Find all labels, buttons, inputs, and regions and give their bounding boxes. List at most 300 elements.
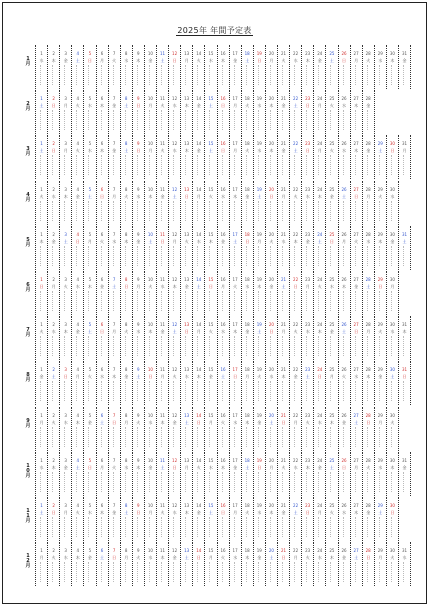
- day-cell[interactable]: [265, 452, 277, 496]
- day-cell[interactable]: [59, 135, 71, 179]
- day-cell[interactable]: [180, 226, 192, 270]
- day-cell[interactable]: [83, 542, 95, 586]
- day-cell[interactable]: [253, 452, 265, 496]
- day-cell[interactable]: [168, 271, 180, 315]
- day-cell[interactable]: [301, 181, 313, 225]
- day-cell[interactable]: [217, 271, 229, 315]
- day-cell[interactable]: [132, 135, 144, 179]
- day-cell[interactable]: [313, 316, 325, 360]
- day-cell[interactable]: [47, 361, 59, 405]
- day-cell[interactable]: [180, 271, 192, 315]
- day-cell[interactable]: [132, 497, 144, 541]
- day-cell[interactable]: [229, 181, 241, 225]
- day-cell[interactable]: [338, 316, 350, 360]
- day-cell[interactable]: [229, 361, 241, 405]
- day-cell[interactable]: [386, 271, 398, 315]
- day-cell[interactable]: [325, 90, 337, 134]
- day-cell[interactable]: [156, 497, 168, 541]
- day-cell[interactable]: [374, 497, 386, 541]
- day-cell[interactable]: [204, 135, 216, 179]
- day-cell[interactable]: [374, 316, 386, 360]
- day-cell[interactable]: [277, 361, 289, 405]
- day-cell[interactable]: [35, 181, 47, 225]
- day-cell[interactable]: [83, 407, 95, 451]
- day-cell[interactable]: [120, 45, 132, 89]
- day-cell[interactable]: [108, 135, 120, 179]
- day-cell[interactable]: [35, 90, 47, 134]
- day-cell[interactable]: [217, 90, 229, 134]
- day-cell[interactable]: [108, 452, 120, 496]
- day-cell[interactable]: [253, 316, 265, 360]
- day-cell[interactable]: [277, 45, 289, 89]
- day-cell[interactable]: [289, 542, 301, 586]
- day-cell[interactable]: [132, 316, 144, 360]
- day-cell[interactable]: [108, 407, 120, 451]
- day-cell[interactable]: [144, 361, 156, 405]
- day-cell[interactable]: [120, 542, 132, 586]
- day-cell[interactable]: [168, 90, 180, 134]
- day-cell[interactable]: [96, 181, 108, 225]
- day-cell[interactable]: [168, 542, 180, 586]
- day-cell[interactable]: [108, 90, 120, 134]
- day-cell[interactable]: [156, 45, 168, 89]
- day-cell[interactable]: [108, 361, 120, 405]
- day-cell[interactable]: [168, 45, 180, 89]
- day-cell[interactable]: [362, 226, 374, 270]
- day-cell[interactable]: [132, 407, 144, 451]
- day-cell[interactable]: [71, 452, 83, 496]
- day-cell[interactable]: [180, 407, 192, 451]
- day-cell[interactable]: [350, 135, 362, 179]
- day-cell[interactable]: [108, 316, 120, 360]
- day-cell[interactable]: [192, 542, 204, 586]
- day-cell[interactable]: [374, 361, 386, 405]
- day-cell[interactable]: [313, 90, 325, 134]
- day-cell[interactable]: [253, 542, 265, 586]
- day-cell[interactable]: [217, 497, 229, 541]
- day-cell[interactable]: [301, 90, 313, 134]
- day-cell[interactable]: [144, 135, 156, 179]
- day-cell[interactable]: [374, 45, 386, 89]
- day-cell[interactable]: [386, 542, 398, 586]
- day-cell[interactable]: [217, 542, 229, 586]
- day-cell[interactable]: [229, 316, 241, 360]
- day-cell[interactable]: [180, 90, 192, 134]
- day-cell[interactable]: [168, 407, 180, 451]
- day-cell[interactable]: [277, 497, 289, 541]
- day-cell[interactable]: [156, 316, 168, 360]
- day-cell[interactable]: [265, 226, 277, 270]
- day-cell[interactable]: [192, 90, 204, 134]
- day-cell[interactable]: [35, 497, 47, 541]
- day-cell[interactable]: [71, 135, 83, 179]
- day-cell[interactable]: [35, 135, 47, 179]
- day-cell[interactable]: [192, 181, 204, 225]
- day-cell[interactable]: [59, 181, 71, 225]
- day-cell[interactable]: [325, 135, 337, 179]
- day-cell[interactable]: [108, 271, 120, 315]
- day-cell[interactable]: [83, 361, 95, 405]
- day-cell[interactable]: [120, 407, 132, 451]
- day-cell[interactable]: [47, 497, 59, 541]
- day-cell[interactable]: [59, 316, 71, 360]
- day-cell[interactable]: [289, 452, 301, 496]
- day-cell[interactable]: [350, 45, 362, 89]
- day-cell[interactable]: [277, 316, 289, 360]
- day-cell[interactable]: [71, 497, 83, 541]
- day-cell[interactable]: [83, 271, 95, 315]
- day-cell[interactable]: [83, 226, 95, 270]
- day-cell[interactable]: [108, 181, 120, 225]
- day-cell[interactable]: [253, 271, 265, 315]
- day-cell[interactable]: [398, 135, 410, 179]
- day-cell[interactable]: [144, 407, 156, 451]
- day-cell[interactable]: [192, 135, 204, 179]
- day-cell[interactable]: [204, 226, 216, 270]
- day-cell[interactable]: [180, 452, 192, 496]
- day-cell[interactable]: [241, 45, 253, 89]
- day-cell[interactable]: [35, 45, 47, 89]
- day-cell[interactable]: [313, 452, 325, 496]
- day-cell[interactable]: [374, 135, 386, 179]
- day-cell[interactable]: [156, 226, 168, 270]
- day-cell[interactable]: [325, 45, 337, 89]
- day-cell[interactable]: [47, 45, 59, 89]
- day-cell[interactable]: [217, 316, 229, 360]
- day-cell[interactable]: [277, 90, 289, 134]
- day-cell[interactable]: [71, 407, 83, 451]
- day-cell[interactable]: [241, 452, 253, 496]
- day-cell[interactable]: [338, 542, 350, 586]
- day-cell[interactable]: [71, 316, 83, 360]
- day-cell[interactable]: [229, 542, 241, 586]
- day-cell[interactable]: [35, 316, 47, 360]
- day-cell[interactable]: [362, 361, 374, 405]
- day-cell[interactable]: [168, 181, 180, 225]
- day-cell[interactable]: [156, 407, 168, 451]
- day-cell[interactable]: [374, 181, 386, 225]
- day-cell[interactable]: [47, 542, 59, 586]
- day-cell[interactable]: [83, 135, 95, 179]
- day-cell[interactable]: [362, 181, 374, 225]
- day-cell[interactable]: [71, 90, 83, 134]
- day-cell[interactable]: [313, 542, 325, 586]
- day-cell[interactable]: [35, 452, 47, 496]
- day-cell[interactable]: [289, 316, 301, 360]
- day-cell[interactable]: [350, 452, 362, 496]
- day-cell[interactable]: [217, 181, 229, 225]
- day-cell[interactable]: [47, 452, 59, 496]
- day-cell[interactable]: [108, 45, 120, 89]
- day-cell[interactable]: [156, 542, 168, 586]
- day-cell[interactable]: [168, 361, 180, 405]
- day-cell[interactable]: [204, 407, 216, 451]
- day-cell[interactable]: [350, 316, 362, 360]
- day-cell[interactable]: [301, 45, 313, 89]
- day-cell[interactable]: [180, 361, 192, 405]
- day-cell[interactable]: [350, 271, 362, 315]
- day-cell[interactable]: [144, 316, 156, 360]
- day-cell[interactable]: [132, 271, 144, 315]
- day-cell[interactable]: [120, 316, 132, 360]
- day-cell[interactable]: [338, 181, 350, 225]
- day-cell[interactable]: [350, 407, 362, 451]
- day-cell[interactable]: [204, 181, 216, 225]
- day-cell[interactable]: [35, 271, 47, 315]
- day-cell[interactable]: [325, 181, 337, 225]
- day-cell[interactable]: [83, 497, 95, 541]
- day-cell[interactable]: [265, 361, 277, 405]
- day-cell[interactable]: [350, 181, 362, 225]
- day-cell[interactable]: [168, 135, 180, 179]
- day-cell[interactable]: [386, 452, 398, 496]
- day-cell[interactable]: [96, 226, 108, 270]
- day-cell[interactable]: [144, 45, 156, 89]
- day-cell[interactable]: [338, 90, 350, 134]
- day-cell[interactable]: [120, 90, 132, 134]
- day-cell[interactable]: [120, 452, 132, 496]
- day-cell[interactable]: [386, 407, 398, 451]
- day-cell[interactable]: [253, 90, 265, 134]
- day-cell[interactable]: [180, 181, 192, 225]
- day-cell[interactable]: [229, 45, 241, 89]
- day-cell[interactable]: [265, 90, 277, 134]
- day-cell[interactable]: [71, 361, 83, 405]
- day-cell[interactable]: [241, 542, 253, 586]
- day-cell[interactable]: [35, 226, 47, 270]
- day-cell[interactable]: [374, 407, 386, 451]
- day-cell[interactable]: [374, 271, 386, 315]
- day-cell[interactable]: [386, 497, 398, 541]
- day-cell[interactable]: [362, 542, 374, 586]
- day-cell[interactable]: [96, 316, 108, 360]
- day-cell[interactable]: [59, 271, 71, 315]
- day-cell[interactable]: [253, 226, 265, 270]
- day-cell[interactable]: [47, 316, 59, 360]
- day-cell[interactable]: [144, 452, 156, 496]
- day-cell[interactable]: [289, 361, 301, 405]
- day-cell[interactable]: [301, 542, 313, 586]
- day-cell[interactable]: [362, 90, 374, 134]
- day-cell[interactable]: [144, 181, 156, 225]
- day-cell[interactable]: [374, 452, 386, 496]
- day-cell[interactable]: [338, 497, 350, 541]
- day-cell[interactable]: [83, 90, 95, 134]
- day-cell[interactable]: [313, 45, 325, 89]
- day-cell[interactable]: [253, 407, 265, 451]
- day-cell[interactable]: [301, 226, 313, 270]
- day-cell[interactable]: [241, 497, 253, 541]
- day-cell[interactable]: [241, 181, 253, 225]
- day-cell[interactable]: [59, 407, 71, 451]
- day-cell[interactable]: [47, 407, 59, 451]
- day-cell[interactable]: [350, 542, 362, 586]
- day-cell[interactable]: [289, 407, 301, 451]
- day-cell[interactable]: [289, 271, 301, 315]
- day-cell[interactable]: [362, 452, 374, 496]
- day-cell[interactable]: [96, 271, 108, 315]
- day-cell[interactable]: [192, 226, 204, 270]
- day-cell[interactable]: [277, 271, 289, 315]
- day-cell[interactable]: [132, 542, 144, 586]
- day-cell[interactable]: [217, 452, 229, 496]
- day-cell[interactable]: [362, 135, 374, 179]
- day-cell[interactable]: [313, 135, 325, 179]
- day-cell[interactable]: [132, 361, 144, 405]
- day-cell[interactable]: [168, 497, 180, 541]
- day-cell[interactable]: [301, 271, 313, 315]
- day-cell[interactable]: [180, 316, 192, 360]
- day-cell[interactable]: [241, 271, 253, 315]
- day-cell[interactable]: [204, 45, 216, 89]
- day-cell[interactable]: [217, 407, 229, 451]
- day-cell[interactable]: [374, 226, 386, 270]
- day-cell[interactable]: [180, 45, 192, 89]
- day-cell[interactable]: [192, 271, 204, 315]
- day-cell[interactable]: [71, 45, 83, 89]
- day-cell[interactable]: [338, 226, 350, 270]
- day-cell[interactable]: [156, 135, 168, 179]
- day-cell[interactable]: [132, 452, 144, 496]
- day-cell[interactable]: [180, 135, 192, 179]
- day-cell[interactable]: [277, 226, 289, 270]
- day-cell[interactable]: [338, 407, 350, 451]
- day-cell[interactable]: [362, 497, 374, 541]
- day-cell[interactable]: [265, 45, 277, 89]
- day-cell[interactable]: [325, 361, 337, 405]
- day-cell[interactable]: [241, 316, 253, 360]
- day-cell[interactable]: [338, 135, 350, 179]
- day-cell[interactable]: [325, 542, 337, 586]
- day-cell[interactable]: [59, 45, 71, 89]
- day-cell[interactable]: [35, 361, 47, 405]
- day-cell[interactable]: [217, 135, 229, 179]
- day-cell[interactable]: [217, 226, 229, 270]
- day-cell[interactable]: [265, 135, 277, 179]
- day-cell[interactable]: [338, 452, 350, 496]
- day-cell[interactable]: [350, 361, 362, 405]
- day-cell[interactable]: [241, 407, 253, 451]
- day-cell[interactable]: [132, 45, 144, 89]
- day-cell[interactable]: [398, 45, 410, 89]
- day-cell[interactable]: [120, 361, 132, 405]
- day-cell[interactable]: [229, 271, 241, 315]
- day-cell[interactable]: [325, 497, 337, 541]
- day-cell[interactable]: [301, 135, 313, 179]
- day-cell[interactable]: [277, 135, 289, 179]
- day-cell[interactable]: [204, 542, 216, 586]
- day-cell[interactable]: [192, 497, 204, 541]
- day-cell[interactable]: [59, 542, 71, 586]
- day-cell[interactable]: [168, 316, 180, 360]
- day-cell[interactable]: [168, 452, 180, 496]
- day-cell[interactable]: [338, 271, 350, 315]
- day-cell[interactable]: [325, 452, 337, 496]
- day-cell[interactable]: [156, 271, 168, 315]
- day-cell[interactable]: [47, 226, 59, 270]
- day-cell[interactable]: [289, 226, 301, 270]
- day-cell[interactable]: [156, 361, 168, 405]
- day-cell[interactable]: [156, 452, 168, 496]
- day-cell[interactable]: [313, 407, 325, 451]
- day-cell[interactable]: [204, 361, 216, 405]
- day-cell[interactable]: [398, 452, 410, 496]
- day-cell[interactable]: [59, 226, 71, 270]
- day-cell[interactable]: [313, 271, 325, 315]
- day-cell[interactable]: [386, 181, 398, 225]
- day-cell[interactable]: [253, 45, 265, 89]
- day-cell[interactable]: [362, 316, 374, 360]
- day-cell[interactable]: [192, 45, 204, 89]
- day-cell[interactable]: [350, 90, 362, 134]
- day-cell[interactable]: [47, 90, 59, 134]
- day-cell[interactable]: [59, 497, 71, 541]
- day-cell[interactable]: [132, 226, 144, 270]
- day-cell[interactable]: [386, 226, 398, 270]
- day-cell[interactable]: [229, 135, 241, 179]
- day-cell[interactable]: [313, 361, 325, 405]
- day-cell[interactable]: [277, 407, 289, 451]
- day-cell[interactable]: [217, 45, 229, 89]
- day-cell[interactable]: [338, 45, 350, 89]
- day-cell[interactable]: [96, 361, 108, 405]
- day-cell[interactable]: [71, 181, 83, 225]
- day-cell[interactable]: [313, 497, 325, 541]
- day-cell[interactable]: [35, 542, 47, 586]
- day-cell[interactable]: [386, 45, 398, 89]
- day-cell[interactable]: [156, 90, 168, 134]
- day-cell[interactable]: [59, 452, 71, 496]
- day-cell[interactable]: [108, 542, 120, 586]
- day-cell[interactable]: [325, 271, 337, 315]
- day-cell[interactable]: [241, 361, 253, 405]
- day-cell[interactable]: [289, 497, 301, 541]
- day-cell[interactable]: [144, 90, 156, 134]
- day-cell[interactable]: [338, 361, 350, 405]
- day-cell[interactable]: [253, 135, 265, 179]
- day-cell[interactable]: [59, 90, 71, 134]
- day-cell[interactable]: [265, 542, 277, 586]
- day-cell[interactable]: [180, 497, 192, 541]
- day-cell[interactable]: [192, 452, 204, 496]
- day-cell[interactable]: [96, 497, 108, 541]
- day-cell[interactable]: [96, 90, 108, 134]
- day-cell[interactable]: [301, 361, 313, 405]
- day-cell[interactable]: [241, 226, 253, 270]
- day-cell[interactable]: [108, 226, 120, 270]
- day-cell[interactable]: [204, 316, 216, 360]
- day-cell[interactable]: [204, 452, 216, 496]
- day-cell[interactable]: [325, 226, 337, 270]
- day-cell[interactable]: [71, 226, 83, 270]
- day-cell[interactable]: [277, 452, 289, 496]
- day-cell[interactable]: [313, 226, 325, 270]
- day-cell[interactable]: [120, 226, 132, 270]
- day-cell[interactable]: [253, 181, 265, 225]
- day-cell[interactable]: [168, 226, 180, 270]
- day-cell[interactable]: [277, 181, 289, 225]
- day-cell[interactable]: [398, 226, 410, 270]
- day-cell[interactable]: [229, 226, 241, 270]
- day-cell[interactable]: [144, 226, 156, 270]
- day-cell[interactable]: [362, 45, 374, 89]
- day-cell[interactable]: [374, 542, 386, 586]
- day-cell[interactable]: [120, 271, 132, 315]
- day-cell[interactable]: [96, 135, 108, 179]
- day-cell[interactable]: [144, 497, 156, 541]
- day-cell[interactable]: [229, 497, 241, 541]
- day-cell[interactable]: [325, 407, 337, 451]
